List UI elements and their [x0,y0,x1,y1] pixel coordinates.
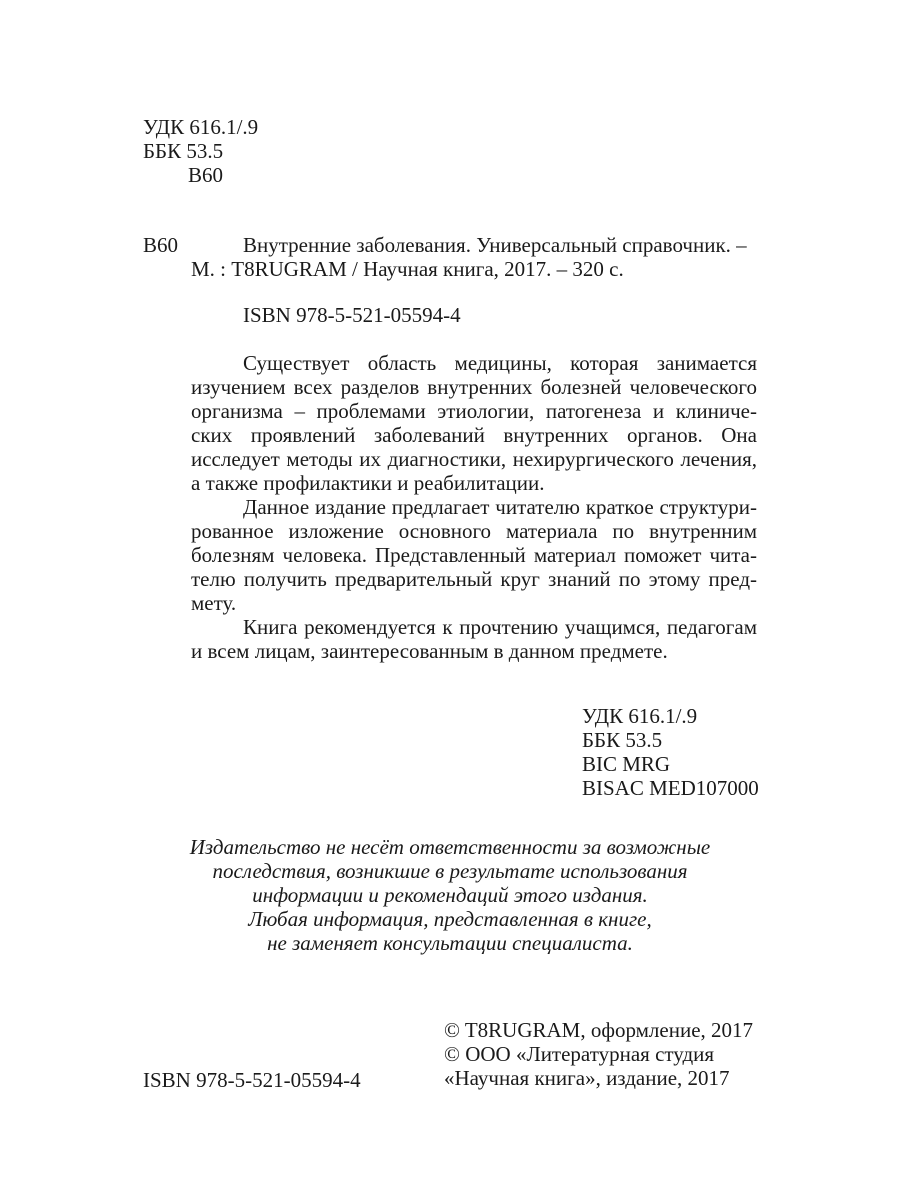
bbk-code: ББК 53.5 [582,728,663,752]
author-mark: В60 [188,163,224,187]
annotation-line: рованное изложение основного материала по внутренним [191,519,757,543]
copyright-notice [444,1018,753,1090]
annotation-line: Книга рекомендуется к прочтению учащимся, педагогам [243,615,757,639]
annotation-paragraph-2 [191,495,757,615]
annotation-line: ских проявлений заболеваний внутренних органов. Она [191,423,757,447]
annotation-paragraph-3 [191,615,757,663]
annotation-line: и всем лицам, заинтересованным в данном предмете. [191,639,668,663]
annotation-line: болезням человека. Представленный материал поможет чита- [191,543,757,567]
annotation-line: Данное издание предлагает читателю краткое структури- [243,495,757,519]
bisac-code: BISAC MED107000 [582,776,759,800]
entry-isbn: ISBN 978-5-521-05594-4 [243,303,461,327]
disclaimer-line: Любая информация, представленная в книге, [248,907,652,931]
top-classification-codes [143,115,258,187]
copyright-line: © ООО «Литературная студия [444,1042,715,1066]
bic-code: BIC MRG [582,752,671,776]
disclaimer-line: последствия, возникшие в результате использования [212,859,688,883]
annotation-line: организма – проблемами этиологии, патогенеза и клиниче- [191,399,757,423]
copyright-line: © T8RUGRAM, оформление, 2017 [444,1018,754,1042]
entry-author-mark: В60 [143,233,179,257]
annotation-paragraph-1 [191,351,757,495]
bbk-code: ББК 53.5 [143,139,224,163]
annotation-line: а также профилактики и реабилитации. [191,471,545,495]
bibliographic-entry [191,233,757,281]
disclaimer-line: информации и рекомендаций этого издания. [252,883,648,907]
udk-code: УДК 616.1/.9 [143,115,259,139]
disclaimer [150,835,750,955]
annotation-line: Существует область медицины, которая занимается [243,351,757,375]
classification-codes [582,704,759,800]
disclaimer-line: Издательство не несёт ответственности за возможные [189,835,711,859]
annotation-line: мету. [191,591,237,615]
udk-code: УДК 616.1/.9 [582,704,698,728]
annotation-line: изучением всех разделов внутренних болезней человеческого [191,375,757,399]
bottom-isbn: ISBN 978-5-521-05594-4 [143,1068,361,1092]
annotation-line: исследует методы их диагностики, нехирургического лечения, [191,447,757,471]
copyright-line: «Научная книга», издание, 2017 [444,1066,730,1090]
annotation-line: телю получить предварительный круг знаний по этому пред- [191,567,757,591]
entry-publisher-line: М. : T8RUGRAM / Научная книга, 2017. – 320 с. [191,257,624,281]
disclaimer-line: не заменяет консультации специалиста. [267,931,633,955]
annotation [191,351,757,663]
entry-title-line: Внутренние заболевания. Универсальный справочник. – [243,233,747,257]
